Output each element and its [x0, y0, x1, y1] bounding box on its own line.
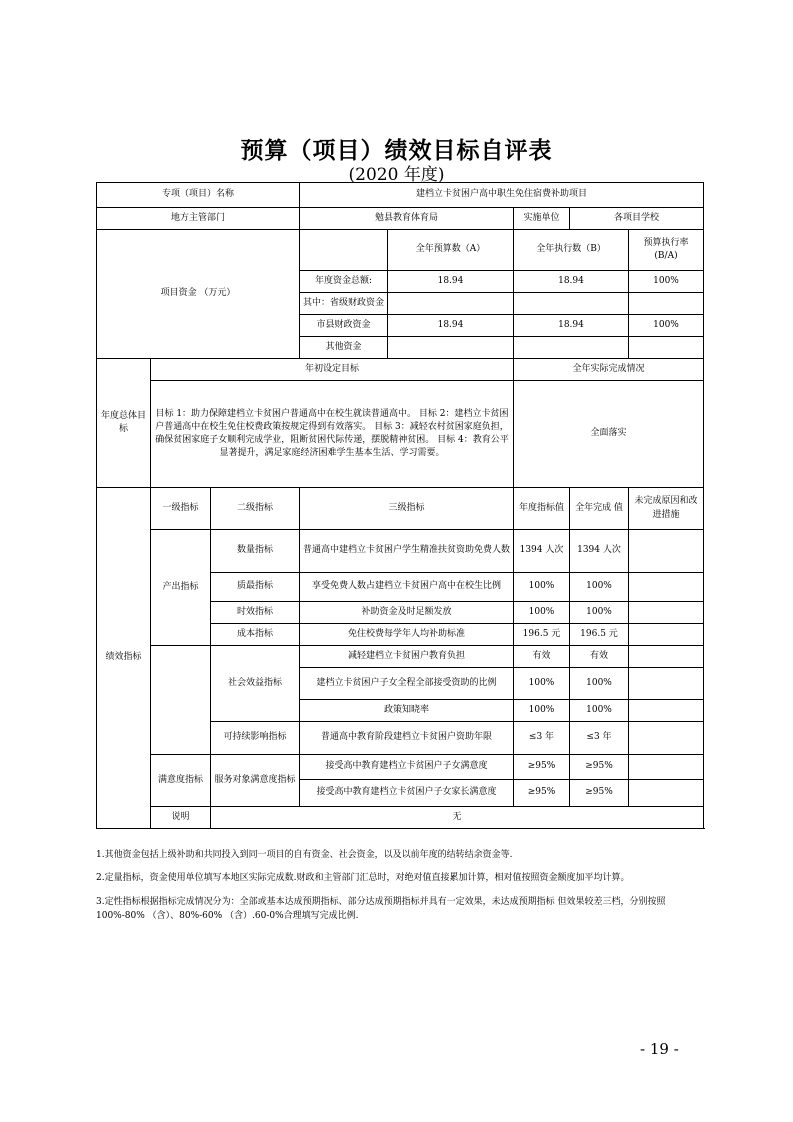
actual-value: ≥95% [570, 755, 629, 780]
funds-row-a: 18.94 [388, 271, 514, 293]
benefit-indicator [151, 646, 211, 755]
output-indicator: 产出指标 [151, 530, 211, 646]
perf-h2: 二级指标 [211, 488, 300, 530]
reason-cell [629, 722, 704, 755]
actual-value: 100% [570, 668, 629, 700]
target-value: ≥95% [514, 755, 570, 780]
indicator-row: 补助资金及时足额发放 [300, 602, 514, 624]
perf-h1: 一级指标 [151, 488, 211, 530]
indicator-row: 免住校费每学年人均补助标准 [300, 624, 514, 646]
funds-col-c: 预算执行率 (B/A) [629, 230, 704, 271]
reason-cell [629, 530, 704, 573]
footnote: 3.定性指标根据指标完成情况分为：全部或基本达成预期指标、部分达成预期指标并具有一定效果，未达成预期指标 但效果较差三档，分别按照 100%-80% （含）、80%-60% （含）.60-0%合理填写完成比例. [96, 896, 666, 922]
goals-done: 全面落实 [514, 381, 704, 488]
indicator-row: 接受高中教育建档立卡贫困户子女家长满意度 [300, 780, 514, 807]
funds-row-b [514, 293, 629, 315]
evaluation-table [96, 182, 704, 829]
target-value: 100% [514, 573, 570, 602]
reason-cell [629, 700, 704, 722]
remark-value: 无 [211, 807, 704, 829]
funds-row-a [388, 337, 514, 359]
funds-row-a [388, 293, 514, 315]
funds-row-label: 其中：省级财政资金 [300, 293, 388, 315]
page-title: 预算（项目）绩效目标自评表 [240, 137, 553, 164]
funds-row-a: 18.94 [388, 315, 514, 337]
goals-set-header: 年初设定目标 [151, 359, 514, 381]
goals-done-header: 全年实际完成情况 [514, 359, 704, 381]
actual-value: 有效 [570, 646, 629, 668]
funds-row-label: 年度资金总额: [300, 271, 388, 293]
reason-cell [629, 624, 704, 646]
indicator-row: 享受免费人数占建档立卡贫困户高中在校生比例 [300, 573, 514, 602]
goals-label: 年度总体目标 [97, 359, 151, 488]
funds-row-c: 100% [629, 271, 704, 293]
target-value: ≤3 年 [514, 722, 570, 755]
impl-label: 实施单位 [514, 208, 570, 230]
goals-text: 目标 1：助力保障建档立卡贫困户普通高中在校生就读普通高中。 目标 2：建档立卡贫困户普通高中在校生免住校费政策按规定得到有效落实。 目标 3：减轻农村贫困家庭负担，确保贫困家庭子女顺利完成学业，阻断贫困代际传递，摆脱精神贫困。 目标 4：教育公平显著提升，满足家庭经济困难学生基本生活、学习需要。 [151, 381, 514, 488]
actual-value: 100% [570, 700, 629, 722]
funds-row-b [514, 337, 629, 359]
timely-indicator: 时效指标 [211, 602, 300, 624]
remark-label: 说明 [151, 807, 211, 829]
dept-label: 地方主管部门 [97, 208, 300, 230]
project-name: 建档立卡贫困户高中职生免住宿费补助项目 [300, 183, 704, 208]
reason-cell [629, 780, 704, 807]
quality-indicator: 质最指标 [211, 573, 300, 602]
actual-value: 196.5 元 [570, 624, 629, 646]
reason-cell [629, 602, 704, 624]
footnote: 1.其他资金包括上级补助和共同投入到同一项目的自有资金、社会资金，以及以前年度的结转结余资金等. [96, 850, 513, 860]
reason-cell [629, 573, 704, 602]
cost-indicator: 成本指标 [211, 624, 300, 646]
dept-value: 勉县教育体育局 [300, 208, 514, 230]
perf-h3: 三级指标 [300, 488, 514, 530]
indicator-row: 接受高中教育建档立卡贫困户子女满意度 [300, 755, 514, 780]
funds-label: 项目资金 （万元） [97, 230, 300, 359]
funds-row-label: 其他资金 [300, 337, 388, 359]
perf-h5: 全年完成 值 [570, 488, 629, 530]
reason-cell [629, 668, 704, 700]
indicator-row: 建档立卡贫困户子女全程全部接受资助的比例 [300, 668, 514, 700]
actual-value: ≤3 年 [570, 722, 629, 755]
page-number: - 19 - [640, 1040, 679, 1058]
funds-col-a: 全年预算数（A） [388, 230, 514, 271]
target-value: 196.5 元 [514, 624, 570, 646]
actual-value: ≥95% [570, 780, 629, 807]
service-satisfaction-indicator: 服务对象满意度指标 [211, 755, 300, 807]
sustain-indicator: 可持续影响指标 [211, 722, 300, 755]
actual-value: 100% [570, 573, 629, 602]
actual-value: 100% [570, 602, 629, 624]
actual-value: 1394 人次 [570, 530, 629, 573]
funds-row-b: 18.94 [514, 271, 629, 293]
footnote: 2.定量指标，资金使用单位填写本地区实际完成数.财政和主管部门汇总时，对绝对值直接累加计算，相对值按照资金额度加平均计算。 [96, 873, 630, 884]
page-subtitle: (2020 年度) [348, 165, 445, 185]
target-value: 100% [514, 602, 570, 624]
perf-label: 绩效指标 [97, 488, 151, 829]
perf-h4: 年度指标值 [514, 488, 570, 530]
social-benefit-indicator: 社会效益指标 [211, 646, 300, 722]
satisfaction-indicator: 满意度指标 [151, 755, 211, 807]
funds-row-c [629, 293, 704, 315]
impl-value: 各项目学校 [570, 208, 704, 230]
funds-col-b: 全年执行数（B） [514, 230, 629, 271]
funds-row-c [629, 337, 704, 359]
quantity-indicator: 数量指标 [211, 530, 300, 573]
perf-h6: 未完成原因和改进措施 [629, 488, 704, 530]
indicator-row: 政策知晓率 [300, 700, 514, 722]
funds-row-b: 18.94 [514, 315, 629, 337]
target-value: ≥95% [514, 780, 570, 807]
funds-row-c: 100% [629, 315, 704, 337]
funds-blank-header [300, 230, 388, 271]
target-value: 1394 人次 [514, 530, 570, 573]
indicator-row: 减轻建档立卡贫困户教育负担 [300, 646, 514, 668]
indicator-row: 普通高中建档立卡贫困户学生精准扶贫资助免费人数 [300, 530, 514, 573]
reason-cell [629, 646, 704, 668]
funds-row-label: 市县财政资金 [300, 315, 388, 337]
footnotes [96, 848, 706, 933]
reason-cell [629, 755, 704, 780]
target-value: 100% [514, 700, 570, 722]
indicator-row: 普通高中教育阶段建档立卡贫困户资助年限 [300, 722, 514, 755]
project-name-label: 专项（项目）名称 [97, 183, 300, 208]
target-value: 100% [514, 668, 570, 700]
target-value: 有效 [514, 646, 570, 668]
